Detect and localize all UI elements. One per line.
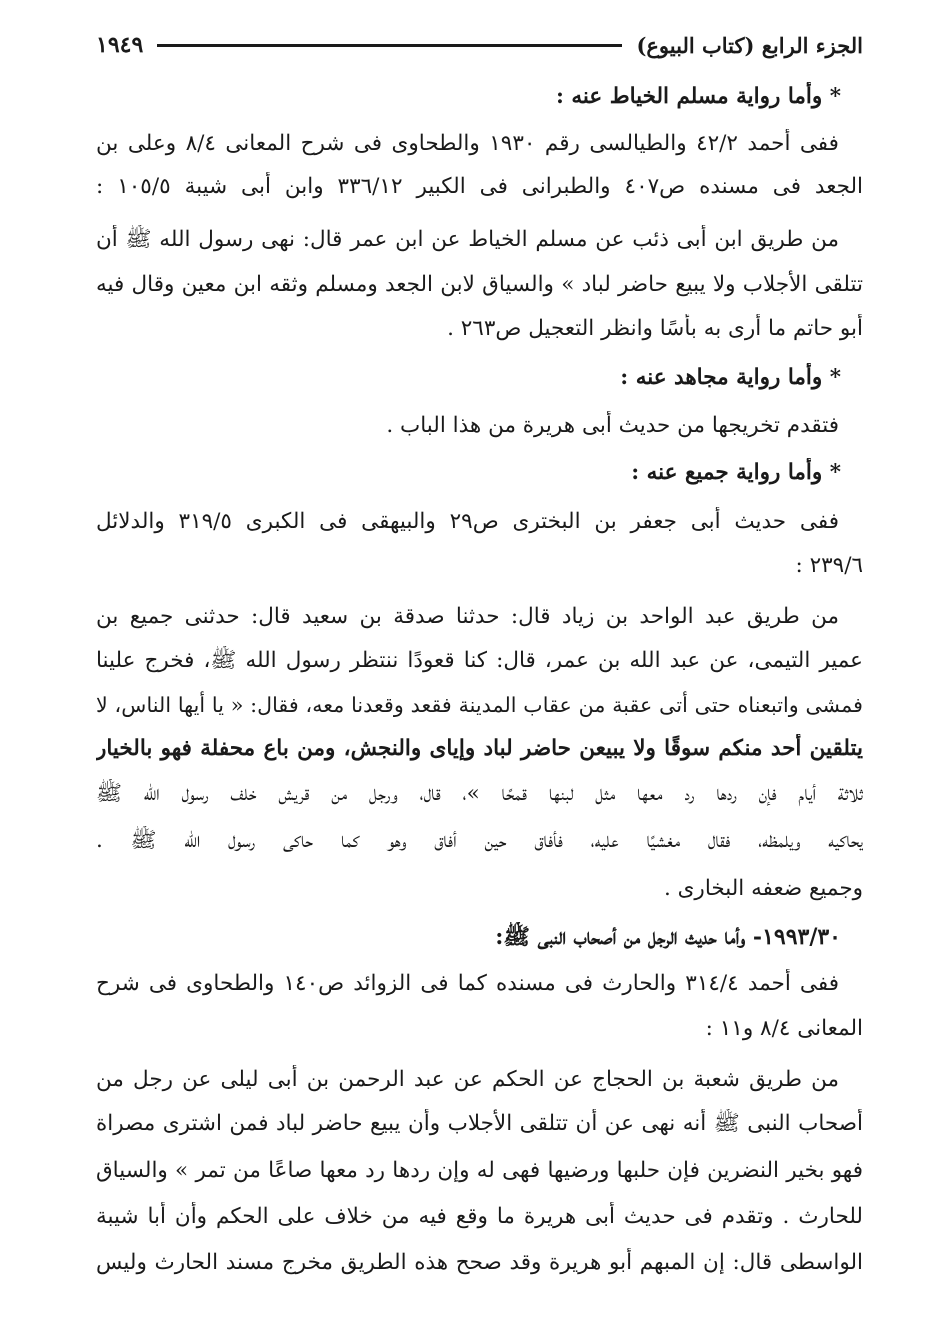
text-line: فهو بخير النضرين فإن حلبها ورضيها فهى له وإن ردها رد معها صاعًا من تمر » والسياق bbox=[96, 1158, 863, 1183]
text-line: فمشى واتبعناه حتى أتى عقبة من عقاب المدينة فقعد وقعدنا معه، فقال: « يا أيها الناس، لا bbox=[96, 693, 863, 717]
text-line: للحارث . وتقدم فى حديث أبى هريرة ما وقع فيه من خلاف على الحكم وأن أبا شيبة bbox=[96, 1204, 863, 1229]
text-line: من طريق ابن أبى ذئب عن مسلم الخياط عن ابن عمر قال: نهى رسول الله ﷺ أن bbox=[96, 227, 839, 252]
text-line: ٢٣٩/٦ : bbox=[795, 553, 863, 578]
text-line: ففى حديث أبى جعفر بن البخترى ص٢٩ والبيهقى فى الكبرى ٣١٩/٥ والدلائل bbox=[96, 509, 839, 534]
section-heading: * وأما رواية مجاهد عنه : bbox=[620, 365, 841, 390]
text-line: أبو حاتم ما أرى به بأسًا وانظر التعجيل ص٢٦٣ . bbox=[447, 316, 863, 341]
text-line: الواسطى قال: إن المبهم أبو هريرة وقد صحح هذه الطريق مخرج مسند الحارث وليس bbox=[96, 1250, 863, 1275]
page-number: ١٩٤٩ bbox=[96, 32, 144, 58]
page-header bbox=[96, 28, 863, 62]
text-line: ففى أحمد ٤٢/٢ والطيالسى رقم ١٩٣٠ والطحاوى فى شرح المعانى ٨/٤ وعلى بن bbox=[96, 131, 839, 156]
section-heading: * وأما رواية جميع عنه : bbox=[631, 460, 841, 485]
text-line: ثلاثة أيام فإن ردها رد معها مثل لبنها قمحًا »، قال، ورجل من قريش خلف رسول الله ﷺ bbox=[96, 781, 863, 806]
text-line: يحاكيه ويلمظه، فقال مغشيًا عليه، فأفاق حين أفاق وهو كما حاكى رسول الله ﷺ . bbox=[96, 828, 863, 853]
text-line: من طريق شعبة بن الحجاج عن الحكم عن عبد الرحمن بن أبى ليلى عن رجل من bbox=[96, 1067, 839, 1092]
text-line: عمير التيمى، عن عبد الله بن عمر، قال: كنا قعودًا ننتظر رسول الله ﷺ، فخرج علينا bbox=[96, 648, 863, 673]
text-line: ففى أحمد ٣١٤/٤ والحارث فى مسنده كما فى الزوائد ص١٤٠ والطحاوى فى شرح bbox=[96, 971, 839, 996]
text-line: يتلقين أحد منكم سوقًا ولا يبيعن حاضر لباد وإياى والنجش، ومن باع محفلة فهو بالخيار bbox=[96, 736, 863, 761]
text-line: من طريق عبد الواحد بن زياد قال: حدثنا صدقة بن سعيد قال: حدثنى جميع بن bbox=[96, 604, 839, 629]
text-line: فتقدم تخريجها من حديث أبى هريرة من هذا الباب . bbox=[386, 413, 839, 438]
section-heading: * وأما رواية مسلم الخياط عنه : bbox=[555, 84, 841, 109]
text-line: الجعد فى مسنده ص٤٠٧ والطبرانى فى الكبير ٣٣٦/١٢ وابن أبى شيبة ١٠٥/٥ : bbox=[96, 174, 863, 199]
text-line: أصحاب النبى ﷺ أنه نهى عن أن تتلقى الأجلاب وأن يبيع حاضر لباد فمن اشترى مصراة bbox=[96, 1111, 863, 1136]
header-rule bbox=[157, 44, 622, 47]
section-heading: ١٩٩٣/٣٠- وأما حديث الرجل من أصحاب النبى ﷺ: bbox=[495, 924, 841, 950]
text-line: المعانى ٨/٤ و١١ : bbox=[705, 1016, 863, 1041]
text-line: تتلقى الأجلاب ولا يبيع حاضر لباد » والسياق لابن الجعد ومسلم وثقه ابن معين وقال فيه bbox=[96, 272, 863, 297]
text-line: وجميع ضعفه البخارى . bbox=[663, 876, 863, 901]
running-title: الجزء الرابع (كتاب البيوع) bbox=[636, 32, 863, 58]
